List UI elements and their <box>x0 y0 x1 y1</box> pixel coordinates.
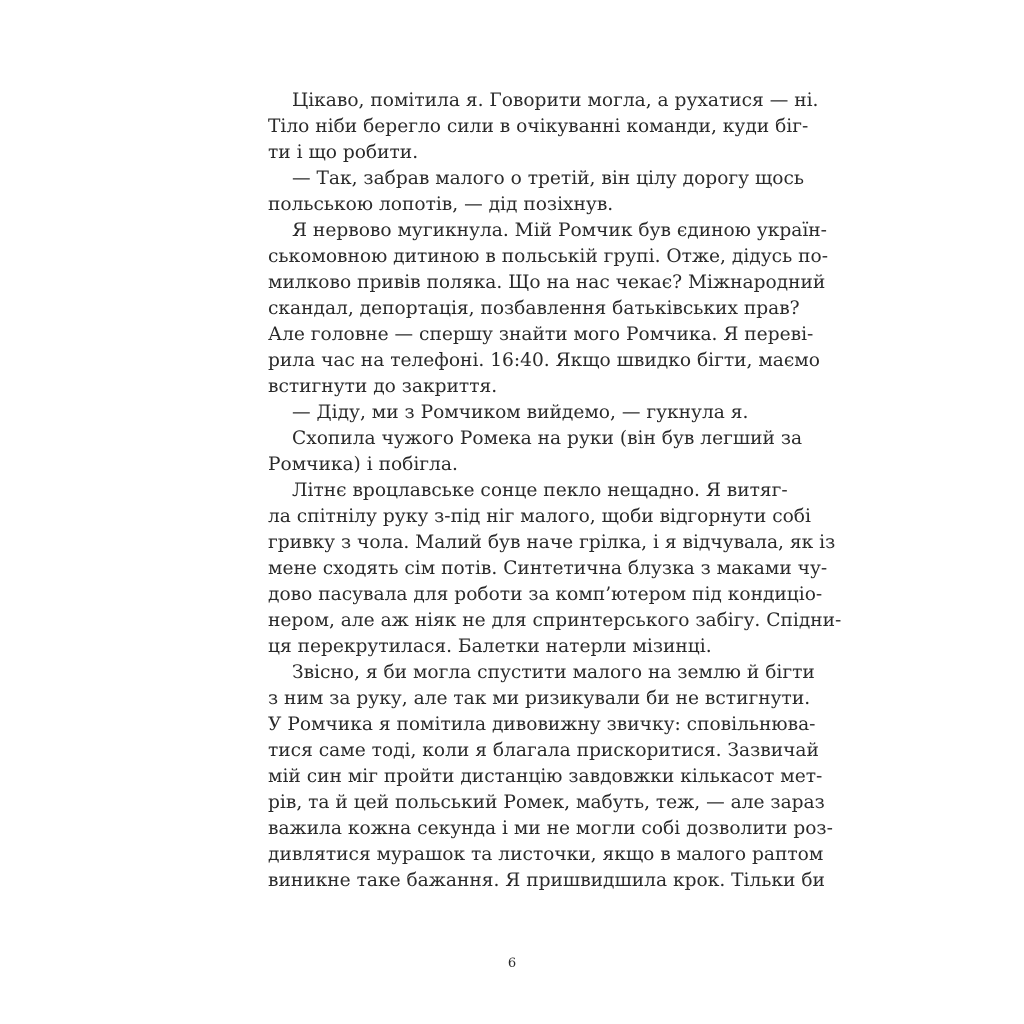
text-line: гривку з чола. Малий був наче грілка, і я відчувала, як із <box>268 532 836 553</box>
text-line: Я нервово мугикнула. Мій Ромчик був єдиною україн- <box>292 220 827 241</box>
text-line: Літнє вроцлавське сонце пекло нещадно. Я витяг- <box>292 480 788 501</box>
text-line: виникне таке бажання. Я пришвидшила крок. Тільки би <box>268 870 825 891</box>
text-line: нером, але аж ніяк не для спринтерського забігу. Спідни- <box>268 610 842 631</box>
text-line: У Ромчика я помітила дивовижну звичку: сповільнюва- <box>268 714 816 735</box>
text-line: Ромчика) і побігла. <box>268 454 458 475</box>
text-line: Схопила чужого Ромека на руки (він був легший за <box>292 428 803 449</box>
page-number: 6 <box>507 956 517 971</box>
text-line: скандал, депортація, позбавлення батьківських прав? <box>268 298 800 319</box>
text-line: рів, та й цей польський Ромек, мабуть, теж, — але зараз <box>268 792 825 813</box>
text-line: — Так, забрав малого о третій, він цілу дорогу щось <box>292 168 804 189</box>
text-line: мій син міг пройти дистанцію завдовжки кількасот мет- <box>268 766 823 787</box>
text-line: милково привів поляка. Що на нас чекає? Міжнародний <box>268 272 826 293</box>
text-line: Але головне — спершу знайти мого Ромчика. Я переві- <box>268 324 814 345</box>
text-line: дивлятися мурашок та листочки, якщо в малого раптом <box>268 844 824 865</box>
text-line: Тіло ніби берегло сили в очікуванні команди, куди біг- <box>268 116 809 137</box>
text-line: ськомовною дитиною в польській групі. Отже, дідусь по- <box>268 246 828 267</box>
text-line: дово пасувала для роботи за комп’ютером під кондиціо- <box>268 584 823 605</box>
text-line: — Діду, ми з Ромчиком вийдемо, — гукнула я. <box>292 402 749 423</box>
text-line: Звісно, я би могла спустити малого на землю й бігти <box>292 662 815 683</box>
text-line: рила час на телефоні. 16:40. Якщо швидко бігти, маємо <box>268 350 820 371</box>
text-line: польською лопотів, — дід позіхнув. <box>268 194 614 215</box>
text-line: Цікаво, помітила я. Говорити могла, а рухатися — ні. <box>292 90 819 111</box>
page-body-text <box>268 88 842 894</box>
text-line: встигнути до закриття. <box>268 376 498 397</box>
text-line: з ним за руку, але так ми ризикували би не встигнути. <box>268 688 811 709</box>
text-line: важила кожна секунда і ми не могли собі дозволити роз- <box>268 818 833 839</box>
text-line: ти і що робити. <box>268 142 419 163</box>
text-line: ця перекрутилася. Балетки натерли мізинці. <box>268 636 712 657</box>
text-line: ла спітнілу руку з-під ніг малого, щоби відгорнути собі <box>268 506 811 527</box>
text-line: тися саме тоді, коли я благала прискоритися. Зазвичай <box>268 740 819 761</box>
text-line: мене сходять сім потів. Синтетична блузка з маками чу- <box>268 558 828 579</box>
